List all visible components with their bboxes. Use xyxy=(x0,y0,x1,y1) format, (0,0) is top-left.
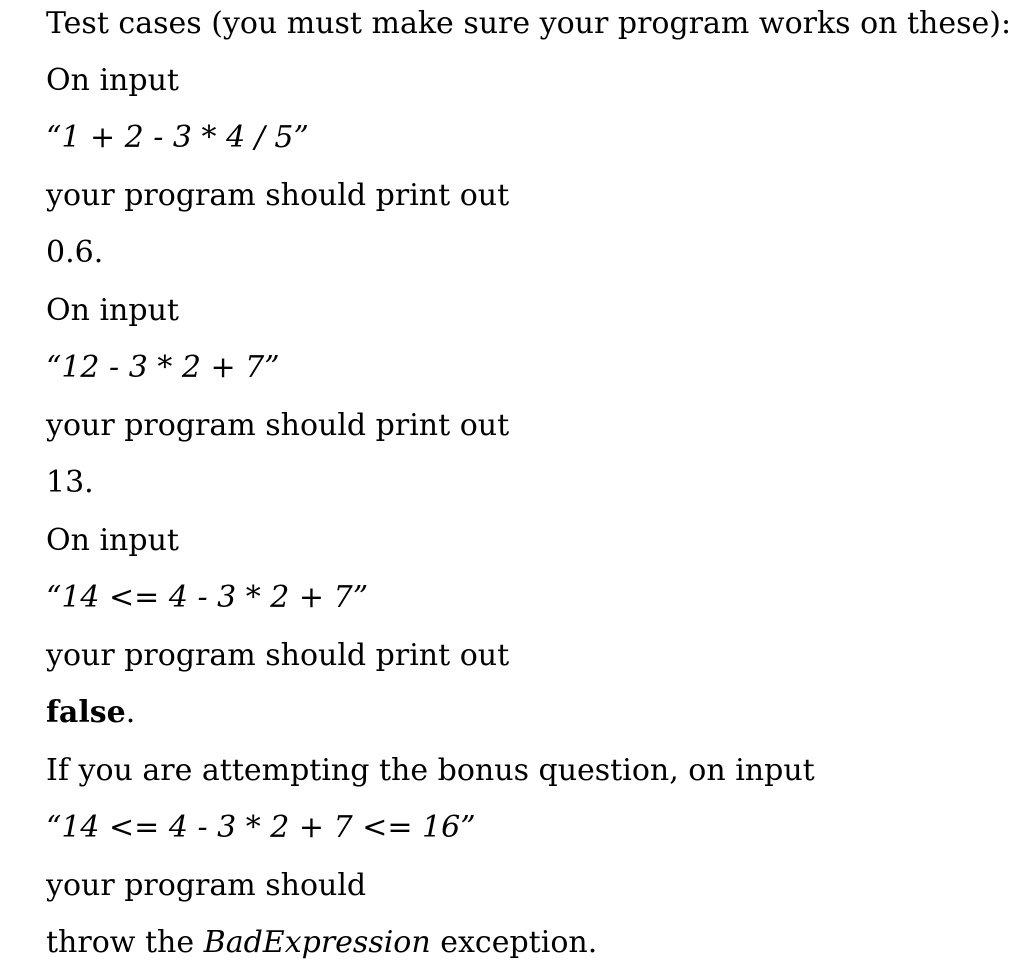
case-3-result xyxy=(46,693,135,733)
bonus-throw-suffix: exception. xyxy=(430,925,598,960)
bonus-expression: “14 <= 4 - 3 * 2 + 7 <= 16” xyxy=(46,810,476,845)
bonus-throw-prefix: throw the xyxy=(46,925,204,960)
case-3-result-value: false xyxy=(46,695,126,730)
case-2-expression: “12 - 3 * 2 + 7” xyxy=(46,350,280,385)
case-2-intro: On input xyxy=(46,293,179,328)
case-2-result: 13. xyxy=(46,465,94,500)
case-1-intro: On input xyxy=(46,63,179,98)
case-1-expression: “1 + 2 - 3 * 4 / 5” xyxy=(46,120,309,155)
case-3-result-period: . xyxy=(125,695,136,730)
case-1-lead: your program should print out xyxy=(46,178,510,213)
bonus-throw-line xyxy=(46,923,597,963)
case-3-lead: your program should print out xyxy=(46,638,510,673)
case-1-result: 0.6. xyxy=(46,235,104,270)
test-cases-heading: Test cases (you must make sure your program works on these): xyxy=(46,6,1012,41)
case-3-intro: On input xyxy=(46,523,179,558)
bonus-lead: your program should xyxy=(46,868,367,903)
case-3-expression: “14 <= 4 - 3 * 2 + 7” xyxy=(46,580,369,615)
case-2-lead: your program should print out xyxy=(46,408,510,443)
bad-expression-exception-name: BadExpression xyxy=(203,925,431,960)
bonus-intro: If you are attempting the bonus question, on input xyxy=(46,753,815,788)
